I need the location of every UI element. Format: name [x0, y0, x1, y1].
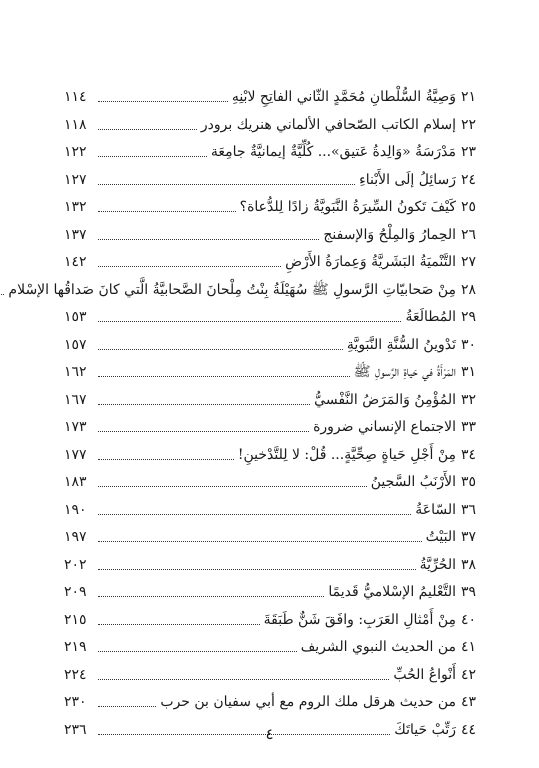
- toc-entry-page: ١٢٧: [64, 171, 87, 188]
- toc-row: [64, 497, 476, 525]
- toc-row: [64, 304, 476, 332]
- toc-entry-number: ٣٥: [460, 474, 476, 490]
- toc-row: [64, 552, 476, 580]
- toc-entry-page: ٢٢٤: [64, 666, 87, 683]
- toc-entry-title: البَيْتُ: [425, 529, 456, 545]
- toc-entry-title: الحُرِّيَّةُ: [419, 556, 456, 573]
- toc-entry-title: مِنْ أَمْثالِ العَرَبِ: وافَقَ شَنٌّ طَبَقَةَ: [263, 611, 456, 628]
- dot-leader: [98, 376, 350, 377]
- toc-entry-page: ٢٠٩: [64, 584, 87, 600]
- toc-entry-number: ٣٩: [460, 584, 476, 600]
- toc-entry-page: ٢٣٠: [64, 694, 87, 710]
- toc-entry-page: ١٣٧: [64, 226, 87, 243]
- toc-row: [64, 414, 476, 442]
- toc-entry-number: ٢٢: [460, 116, 476, 133]
- dot-leader: [98, 514, 411, 515]
- dot-leader: [98, 679, 389, 680]
- dot-leader: [98, 129, 197, 130]
- toc-row: [64, 84, 476, 112]
- toc-entry-number: ٣٧: [460, 529, 476, 545]
- toc-entry-number: ٣٨: [460, 556, 476, 573]
- dot-leader: [98, 349, 343, 350]
- dot-leader: [98, 706, 156, 707]
- toc-entry-title: رَسائِلُ إلَى الأَبْناءِ: [359, 171, 456, 188]
- toc-entry-title: مِنْ أَجْلِ حَياةٍ صِحِّيَّةٍ... قُلْ: لا لِلتَّدْخينِ!: [237, 446, 456, 463]
- dot-leader: [98, 459, 234, 460]
- toc-entry-title: الأَرْنَبُ السَّجينُ: [370, 474, 456, 490]
- toc-row: [64, 689, 476, 717]
- toc-entry-title: المُطالَعَةُ: [405, 309, 456, 325]
- toc-entry-number: ٣٠: [460, 336, 476, 353]
- toc-entry-title: الحِمارُ وَالمِلْحُ وَالإسفنج: [323, 226, 456, 243]
- toc-entry-number: ٢٥: [460, 199, 476, 215]
- toc-entry-number: ٤٢: [460, 666, 476, 683]
- toc-entry-title: التَّنْميَةُ البَشَريَّةُ وَعِمارَةُ الأَرْضِ: [285, 254, 456, 270]
- page-number: ٤: [265, 725, 274, 743]
- dot-leader: [98, 541, 422, 542]
- toc-entry-number: ٣٦: [460, 501, 476, 518]
- toc-row: [64, 387, 476, 415]
- toc-entry-page: ١٤٢: [64, 254, 87, 270]
- toc-entry-page: ١٨٣: [64, 474, 87, 490]
- table-of-contents: [8, 84, 476, 744]
- toc-row: [64, 634, 476, 662]
- toc-entry-number: ٤٠: [460, 611, 476, 628]
- toc-entry-page: ٢٠٢: [64, 556, 87, 573]
- toc-entry-title: وَصِيَّةُ السُّلْطانِ مُحَمَّدٍ الثّاني الفاتِحِ لابْنِهِ: [231, 89, 456, 105]
- dot-leader: [98, 404, 310, 405]
- toc-entry-number: ٢٦: [460, 226, 476, 243]
- toc-entry-page: ٢٣٦: [64, 721, 87, 738]
- toc-entry-page: ١١٤: [64, 89, 87, 105]
- toc-row: [64, 442, 476, 470]
- toc-entry-title: السّاعَةُ: [415, 501, 456, 518]
- toc-row: [64, 662, 476, 690]
- toc-entry-number: ٢٤: [460, 171, 476, 188]
- toc-entry-title: من حديث هرقل ملك الروم مع أبي سفيان بن حرب: [160, 694, 456, 710]
- toc-entry-page: ١٩٠: [64, 501, 87, 518]
- toc-entry-title: إسلام الكاتب الصّحافي الألماني هنريك برودر: [200, 116, 456, 133]
- toc-entry-title: مِنْ صَحابيّاتِ الرَّسولِ ﷺ سُهَيْلَةُ بِنْتُ مِلْحانَ الصَّحابيَّةُ الَّتي كانَ صَداقُها الإسْلام: [8, 281, 456, 298]
- toc-entry-title: رَتِّبْ حَياتَكَ: [394, 721, 456, 738]
- toc-entry-number: ٢٩: [460, 309, 476, 325]
- toc-entry-page: ١٧٣: [64, 419, 87, 435]
- dot-leader: [98, 184, 355, 185]
- toc-entry-title: الاجتماع الإنساني ضرورة: [313, 419, 456, 435]
- toc-entry-title: التَّعْليمُ الإسْلاميُّ قَديمًا: [328, 584, 456, 600]
- dot-leader: [98, 266, 281, 267]
- dot-leader: [98, 431, 309, 432]
- dot-leader: [98, 101, 228, 102]
- dot-leader: [98, 156, 207, 157]
- toc-entry-number: ٢٨: [460, 281, 476, 298]
- toc-entry-page: ١١٨: [64, 116, 87, 133]
- toc-entry-title: المَرْأَةُ في حَياةِ الرَّسولِ ﷺ: [353, 364, 456, 380]
- toc-entry-title: المُؤْمِنُ وَالمَرَضُ النَّفْسيُّ: [314, 391, 456, 408]
- toc-entry-number: ٣١: [460, 364, 476, 380]
- toc-entry-page: ١٣٢: [64, 199, 87, 215]
- toc-row: [64, 112, 476, 140]
- toc-entry-number: ٣٣: [460, 419, 476, 435]
- toc-entry-number: ٣٢: [460, 391, 476, 408]
- toc-row: [8, 277, 476, 305]
- toc-row: [64, 249, 476, 277]
- toc-entry-number: ٢١: [460, 89, 476, 105]
- toc-entry-number: ٤١: [460, 639, 476, 655]
- toc-row: [64, 359, 476, 387]
- toc-entry-number: ٤٤: [460, 721, 476, 738]
- toc-entry-page: ١٦٢: [64, 364, 87, 380]
- toc-row: [64, 469, 476, 497]
- toc-entry-page: ١٥٧: [64, 336, 87, 353]
- dot-leader: [98, 651, 297, 652]
- toc-row: [64, 139, 476, 167]
- toc-row: [64, 194, 476, 222]
- toc-entry-title: أَنْواعُ الحُبِّ: [393, 666, 456, 683]
- toc-entry-title: تَدْوينُ السُّنَّةِ النَّبَويَّةِ: [346, 336, 456, 353]
- toc-entry-number: ٢٣: [460, 144, 476, 160]
- toc-row: [64, 579, 476, 607]
- toc-row: [64, 332, 476, 360]
- toc-entry-page: ١٥٣: [64, 309, 87, 325]
- dot-leader: [98, 211, 236, 212]
- toc-row: [64, 524, 476, 552]
- toc-row: [64, 222, 476, 250]
- toc-entry-number: ٣٤: [460, 446, 476, 463]
- toc-entry-page: ٢١٩: [64, 639, 87, 655]
- toc-entry-page: ١٧٧: [64, 446, 87, 463]
- dot-leader: [98, 321, 401, 322]
- dot-leader: [98, 569, 416, 570]
- dot-leader: [98, 624, 260, 625]
- toc-entry-title: مَدْرَسَةُ «وَالِدةُ عَتيق»... كُلِّيَّةٌ إيمانيَّةٌ جامِعَة: [210, 144, 456, 160]
- dot-leader: [98, 239, 319, 240]
- toc-row: [64, 607, 476, 635]
- toc-entry-page: ١٩٧: [64, 529, 87, 545]
- toc-row: [64, 167, 476, 195]
- toc-entry-page: ١٢٢: [64, 144, 87, 160]
- toc-entry-title: كَيْفَ تَكونُ السِّيرَةُ النَّبَويَّةُ زادًا لِلدُّعاة؟: [239, 199, 456, 215]
- toc-entry-number: ٢٧: [460, 254, 476, 270]
- toc-entry-page: ٢١٥: [64, 611, 87, 628]
- toc-entry-page: ١٦٧: [64, 391, 87, 408]
- toc-entry-title: من الحديث النبوي الشريف: [300, 639, 456, 655]
- toc-entry-number: ٤٣: [460, 694, 476, 710]
- dot-leader: [98, 596, 324, 597]
- dot-leader: [0, 294, 4, 295]
- dot-leader: [98, 486, 367, 487]
